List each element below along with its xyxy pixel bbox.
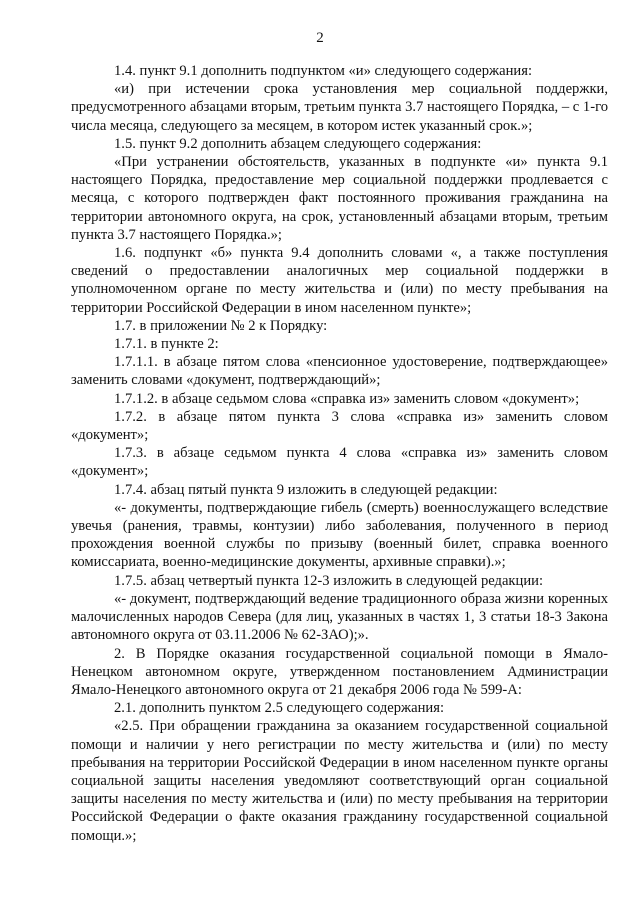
paragraph-1-5: 1.5. пункт 9.2 дополнить абзацем следующего содержания: [114, 135, 482, 152]
paragraph-1-6: 1.6. подпункт «б» пункта 9.4 дополнить словами «, а также поступления сведений о предоставлении аналогичных мер социальной поддержки в уполномоченном органе по месту жительства и (или) по месту пребывания на территории Российской Федерации в ином населенном пункте»; [71, 245, 608, 316]
paragraph-1-7-1-1: 1.7.1.1. в абзаце пятом слова «пенсионное удостоверение, подтверждающее» заменить словами «документ, подтверждающий»; [71, 354, 608, 389]
paragraph-2-1: 2.1. дополнить пунктом 2.5 следующего содержания: [114, 700, 445, 717]
paragraph-1-4: 1.4. пункт 9.1 дополнить подпунктом «и» следующего содержания: [114, 63, 533, 79]
paragraph-1-7-1-2: 1.7.1.2. в абзаце седьмом слова «справка из» заменить словом «документ»; [114, 390, 580, 407]
page-number: 2 [316, 30, 324, 46]
paragraph-1-7: 1.7. в приложении № 2 к Порядку: [114, 317, 328, 334]
document-body [71, 62, 608, 845]
paragraph-quote-subitem-i: «и) при истечении срока установления мер социальной поддержки, предусмотренного абзацами вторым, третьим пункта 3.7 настоящего Порядка, – с 1-го числа месяца, следующего за месяцем, в котором истек указанный срок.»; [71, 81, 608, 134]
paragraph-1-7-3: 1.7.3. в абзаце седьмом пункта 4 слова «справка из» заменить словом «документ»; [71, 445, 608, 480]
paragraph-quote-documents: «- документы, подтверждающие гибель (смерть) военнослужащего вследствие увечья (ранения, травмы, контузии) либо заболевания, полученного в период прохождения военной службы по призыву (военный билет, справка военного комиссариата, военно-медицинские документы, архивные справки).»; [71, 499, 608, 571]
paragraph-1-7-2: 1.7.2. в абзаце пятом пункта 3 слова «справка из» заменить словом «документ»; [71, 408, 608, 444]
paragraph-1-7-4: 1.7.4. абзац пятый пункта 9 изложить в следующей редакции: [114, 481, 498, 498]
paragraph-1-7-1: 1.7.1. в пункте 2: [114, 336, 219, 353]
paragraph-1-7-5: 1.7.5. абзац четвертый пункта 12-3 изложить в следующей редакции: [114, 572, 544, 589]
paragraph-quote-2-5: «2.5. При обращении гражданина за оказанием государственной социальной помощи и наличии у него регистрации по месту жительства и (или) по месту пребывания на территории Российской Федерации в ином населенном пункте органы социальной защиты населения уведомляют соответствующий орган социальной защиты населения по месту жительства и (или) по месту пребывания на территории Российской Федерации о факте оказания гражданину государственной социальной помощи.»; [71, 718, 608, 844]
paragraph-quote-document: «- документ, подтверждающий ведение традиционного образа жизни коренных малочисленных народов Севера (для лиц, указанных в частях 1, 3 статьи 18-3 Закона автономного округа от 03.11.2006 № 62-ЗАО);». [71, 590, 608, 644]
paragraph-quote-9-2: «При устранении обстоятельств, указанных в подпункте «и» пункта 9.1 настоящего Порядка, предоставление мер социальной поддержки продлевается с месяца, с которого подтвержден факт постоянного проживания гражданина на территории автономного округа, на срок, установленный абзацами вторым, третьим пункта 3.7 настоящего Порядка.»; [71, 154, 608, 243]
paragraph-2: 2. В Порядке оказания государственной социальной помощи в Ямало-Ненецком автономном округе, утвержденном постановлением Администрации Ямало-Ненецкого автономного округа от 21 декабря 2006 года № 599-А: [71, 645, 608, 698]
